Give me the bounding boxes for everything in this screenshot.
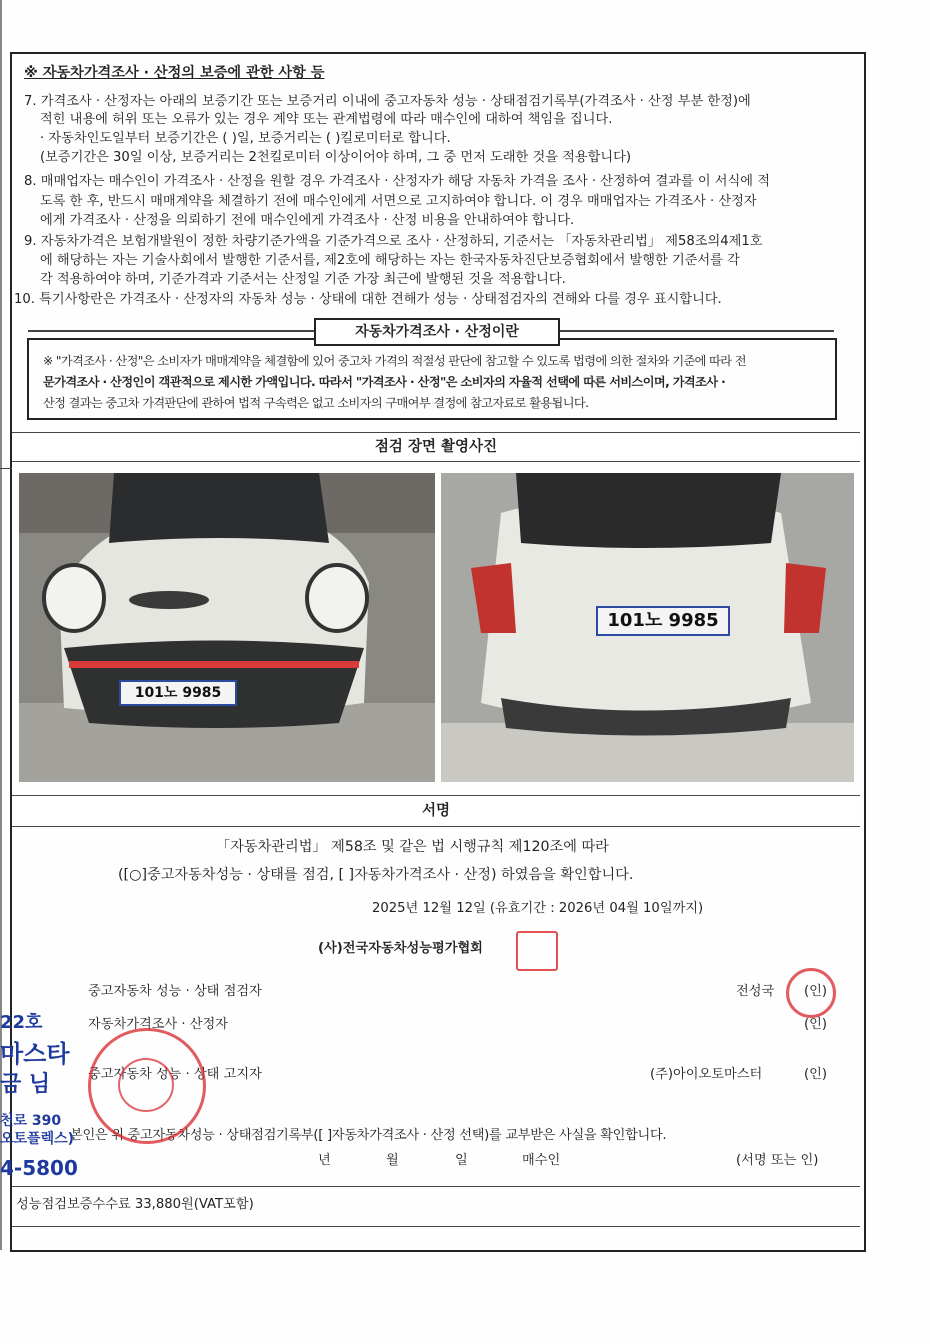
- rear-car-photo: [441, 473, 854, 782]
- receipt-month-label: 월: [386, 1153, 399, 1168]
- photos-top-rule: [12, 432, 860, 433]
- inspector-seal-icon: [786, 968, 836, 1018]
- rear-license-plate: 101노 9985: [596, 606, 730, 636]
- inspector-seal-mark: (인): [804, 984, 828, 999]
- warranty-item-8a: 8. 매매업자는 매수인이 가격조사 · 산정을 원할 경우 가격조사 · 산정자가 해당 자동차 가격을 조사 · 산정하여 결과를 이 서식에 적: [24, 174, 770, 189]
- warranty-item-9a: 9. 자동차가격은 보험개발원이 정한 차량기준가액을 기준가격으로 조사 · 산정하되, 기준서는 「자동차관리법」 제58조의4제1호: [24, 234, 763, 249]
- warranty-item-7b: 적힌 내용에 허위 또는 오류가 있는 경우 계약 또는 관계법령에 따라 매수인에 대하여 책임을 집니다.: [40, 112, 613, 127]
- side-stamp-line-2: 마스타: [0, 1040, 70, 1068]
- warranty-item-10: 10. 특기사항란은 가격조사 · 산정자의 자동차 성능 · 상태에 대한 견해가 성능 · 상태점검자의 견해와 다를 경우 표시합니다.: [14, 292, 722, 307]
- about-line-1: ※ "가격조사 · 산정"은 소비자가 매매계약을 체결함에 있어 중고차 가격의 적절성 판단에 참고할 수 있도록 법령에 의한 절차와 기준에 따라 전: [43, 354, 746, 368]
- side-stamp-line-3: 금 님: [0, 1072, 51, 1097]
- receipt-day-label: 일: [455, 1153, 468, 1168]
- signature-org: (사)전국자동차성능평가협회: [318, 941, 483, 956]
- fee-bottom-rule: [12, 1226, 860, 1227]
- about-line-2: 문가격조사 · 산정인이 객관적으로 제시한 가액입니다. 따라서 "가격조사 · 산정"은 소비자의 자율적 선택에 따른 서비스이며, 가격조사 ·: [43, 375, 726, 389]
- org-seal-icon: [516, 931, 558, 971]
- side-stamp-line-6: 4-5800: [0, 1156, 78, 1180]
- warranty-item-8c: 에게 가격조사 · 산정을 의뢰하기 전에 매수인에게 가격조사 · 산정 비용을 안내하여야 합니다.: [40, 213, 575, 228]
- about-right-rule: [556, 330, 834, 332]
- warranty-heading: ※ 자동차가격조사 · 산정의 보증에 관한 사항 등: [24, 65, 325, 81]
- buyer-label: 매수인: [522, 1153, 561, 1168]
- warranty-item-7d: (보증기간은 30일 이상, 보증거리는 2천킬로미터 이상이어야 하며, 그 중 먼저 도래한 것을 적용합니다): [40, 150, 631, 165]
- about-title: 자동차가격조사 · 산정이란: [314, 318, 560, 346]
- warranty-item-9b: 에 해당하는 자는 기술사회에서 발행한 기준서를, 제2호에 해당하는 자는 한국자동차진단보증협회에서 발행한 기준서를 각: [40, 253, 740, 268]
- side-stamp-line-4: 천로 390: [0, 1113, 62, 1129]
- left-margin-rule: [0, 468, 12, 469]
- warranty-item-9c: 각 적용하여야 하며, 기준가격과 기준서는 산정일 기준 가장 최근에 발행된 것을 적용합니다.: [40, 272, 566, 287]
- inspector-name: 전성국: [736, 984, 775, 999]
- appraiser-role: 자동차가격조사 · 산정자: [88, 1017, 228, 1032]
- signature-law-line: 「자동차관리법」 제58조 및 같은 법 시행규칙 제120조에 따라: [216, 839, 609, 855]
- notifier-name: (주)아이오토마스터: [650, 1067, 763, 1082]
- signature-heading: 서명: [12, 798, 860, 824]
- warranty-item-8b: 도록 한 후, 반드시 매매계약을 체결하기 전에 매수인에게 서면으로 고지하여야 합니다. 이 경우 매매업자는 가격조사 · 산정자: [40, 194, 757, 209]
- fee-top-rule: [12, 1186, 860, 1187]
- front-car-photo: [19, 473, 435, 782]
- notifier-seal-mark: (인): [804, 1067, 828, 1082]
- signature-heading-rule: [12, 826, 860, 827]
- photos-heading-rule: [12, 461, 860, 462]
- signature-confirm-line: ([○]중고자동차성능 · 상태를 점검, [ ]자동차가격조사 · 산정) 하였음을 확인합니다.: [118, 867, 634, 883]
- about-notice-box: [27, 338, 837, 420]
- front-license-plate: 101노 9985: [119, 680, 237, 706]
- buyer-sign-or-seal: (서명 또는 인): [736, 1153, 819, 1168]
- photos-heading: 점검 장면 촬영사진: [12, 434, 860, 460]
- receipt-confirmation: 본인은 위 중고자동차성능 · 상태점검기록부([ ]자동차가격조사 · 산정 선택)를 교부받은 사실을 확인합니다.: [70, 1128, 667, 1143]
- dealer-seal-inner-icon: [118, 1058, 174, 1112]
- side-stamp-line-5: 오토플렉스): [0, 1131, 75, 1147]
- side-stamp-line-1: 22호: [0, 1012, 43, 1033]
- receipt-year-label: 년: [318, 1153, 331, 1168]
- signature-top-rule: [12, 795, 860, 796]
- inspection-fee: 성능점검보증수수료 33,880원(VAT포함): [16, 1197, 254, 1212]
- notifier-role: 중고자동차 성능 · 상태 고지자: [88, 1067, 262, 1082]
- signature-date-line: 2025년 12월 12일 (유효기간 : 2026년 04월 10일까지): [372, 901, 704, 916]
- about-line-3: 산정 결과는 중고차 가격판단에 관하여 법적 구속력은 없고 소비자의 구매여부 결정에 참고자료로 활용됩니다.: [43, 396, 589, 410]
- front-car-illustration: [19, 473, 435, 782]
- warranty-item-7a: 7. 가격조사 · 산정자는 아래의 보증기간 또는 보증거리 이내에 중고자동차 성능 · 상태점검기록부(가격조사 · 산정 부분 한정)에: [24, 94, 751, 109]
- warranty-item-7c: · 자동차인도일부터 보증기간은 ( )일, 보증거리는 ( )킬로미터로 합니다.: [40, 131, 451, 146]
- about-left-rule: [28, 330, 316, 332]
- inspector-role: 중고자동차 성능 · 상태 점검자: [88, 984, 262, 999]
- appraiser-seal-mark: (인): [804, 1017, 828, 1032]
